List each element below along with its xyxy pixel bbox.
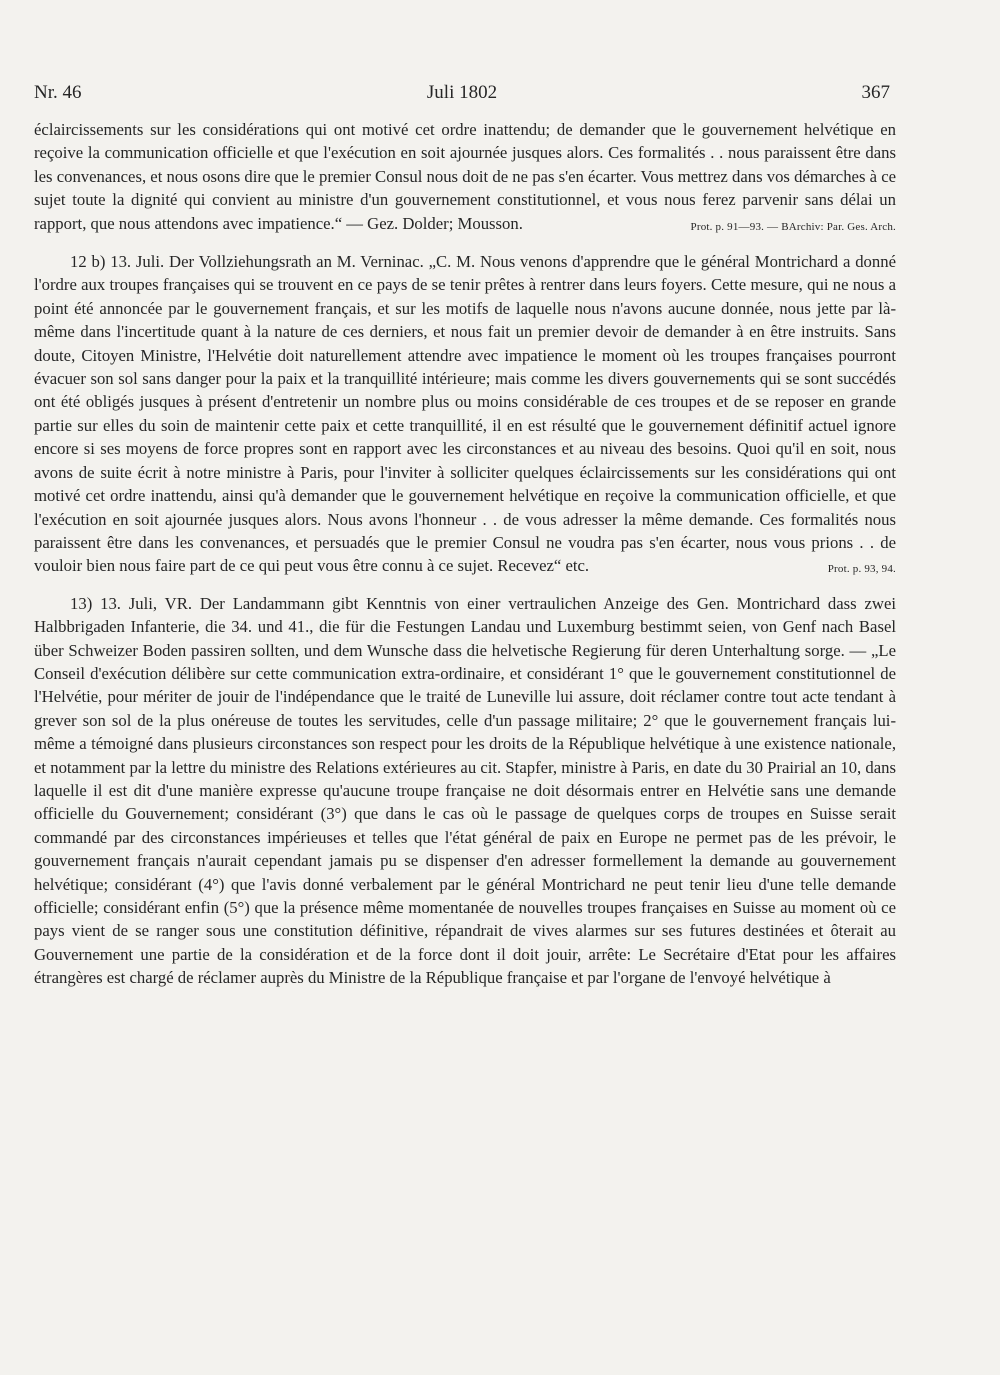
paragraph-13 xyxy=(34,592,896,990)
paragraph-text: éclaircissements sur les considérations qui ont motivé cet ordre inattendu; de demander que le gouvernement helvétique en reçoive la communication officielle et que l'exécution en soit ajournée jusques alors. Ces formalités . . nous paraissent être dans les convenances, et nous osons dire que le premier Consul nous doit de ne pas s'en écarter. Vous mettrez dans vos démarches à ce sujet toute la dignité qui convient au ministre d'un gouvernement constitutionnel, et vous nous ferez parvenir sans délai un rapport, que nous attendons avec impatience.“ — Gez. Dolder; Mousson. xyxy=(34,120,897,233)
paragraph-continuation xyxy=(34,118,896,235)
running-title: Juli 1802 xyxy=(426,82,498,103)
document-body xyxy=(34,118,896,990)
page-header xyxy=(34,82,890,106)
page-number: 367 xyxy=(861,82,890,103)
source-reference: Prot. p. 93, 94. xyxy=(827,563,896,576)
source-reference: Prot. p. 91—93. — BArchiv: Par. Ges. Arch. xyxy=(690,220,896,233)
paragraph-12b xyxy=(34,250,896,578)
document-number: Nr. 46 xyxy=(34,82,82,103)
paragraph-text: 13) 13. Juli, VR. Der Landammann gibt Kenntnis von einer vertraulichen Anzeige des Gen. Montrichard dass zwei Halbbrigaden Infanterie, die 34. und 41., die für die Festungen Landau und Luxemburg bestimmt seien, von Genf nach Basel über Schweizer Boden passiren sollten, und dem Wunsche dass die helvetische Regierung für deren Unterhaltung sorge. — „Le Conseil d'exécution délibère sur cette communication extra-ordinaire, et considérant 1° que le gouvernement constitutionnel de l'Helvétie, pour mériter de jouir de l'indépendance que le traité de Luneville lui assure, doit réclamer contre tout acte tendant à grever son sol de la plus onéreuse de toutes les servitudes, celle d'un passage militaire; 2° que le gouvernement français lui-même a témoigné dans plusieurs circonstances son respect pour les droits de la République helvétique à une existence nationale, et notamment par la lettre du ministre des Relations extérieures au cit. Stapfer, ministre à Paris, en date du 30 Prairial an 10, dans laquelle il est dit d'une manière expresse qu'aucune troupe française ne doit désormais entrer en Helvétie sans une demande officielle du Gouvernement; considérant (3°) que dans le cas où le passage de quelques corps de troupes en Suisse serait commandé par des circonstances impérieuses et telles que l'état général de paix en Europe ne permet pas de les prévoir, le gouvernement français n'aurait cependant jamais pu se dispenser d'en adresser formellement la demande au gouvernement helvétique; considérant (4°) que l'avis donné verbalement par le général Montrichard ne peut tenir lieu d'une telle demande officielle; considérant enfin (5°) que la présence même momentanée de nouvelles troupes françaises en Suisse au moment où ce pays vient de se ranger sous une constitution définitive, répandrait de vives alarmes sur ses futures destinées et ôterait au Gouvernement une partie de la considération et de la force dont il doit jouir, arrête: Le Secrétaire d'Etat pour les affaires étrangères est chargé de réclamer auprès du Ministre de la République française et par l'organe de l'envoyé helvétique à xyxy=(34,593,896,988)
paragraph-text: 12 b) 13. Juli. Der Vollziehungsrath an M. Verninac. „C. M. Nous venons d'apprendre que le général Montrichard a donné l'ordre aux troupes françaises qui se trouvent en ce pays de se tenir prêtes à rentrer dans leurs foyers. Cette mesure, qui ne nous a point été annoncée par le gouvernement français, et sur les motifs de laquelle nous n'avons aucune donnée, nous jette par là-même dans l'incertitude quant à la nature de ces derniers, et nous fait un premier devoir de demander à en être instruits. Sans doute, Citoyen Ministre, l'Helvétie doit naturellement attendre avec impatience le moment où les troupes françaises pourront évacuer son sol sans danger pour la paix et la tranquillité intérieure; mais comme les divers gouvernements qui se sont succédés ont été obligés jusques à présent d'entretenir un nombre plus ou moins considérable de ces troupes et de se reposer en grande partie sur elles du soin de maintenir cette paix et cette tranquillité, il en est résulté que le gouvernement définitif actuel ignore encore si ses moyens de force propres sont en rapport avec les circonstances et au niveau des besoins. Quoi qu'il en soit, nous avons de suite écrit à notre ministre à Paris, pour l'inviter à solliciter quelques éclaircissements sur les considérations qui ont motivé cet ordre inattendu, ainsi qu'à demander que le gouvernement helvétique en reçoive la communication officielle, et que l'exécution en soit ajournée jusques alors. Nous avons l'honneur . . de vous adresser la même demande. Ces formalités nous paraissent être dans les convenances, et persuadés que le premier Consul ne voudra pas s'en écarter, nous vous prions . . de vouloir bien nous faire part de ce qui peut vous être connu à ce sujet. Recevez“ etc. xyxy=(34,252,896,576)
